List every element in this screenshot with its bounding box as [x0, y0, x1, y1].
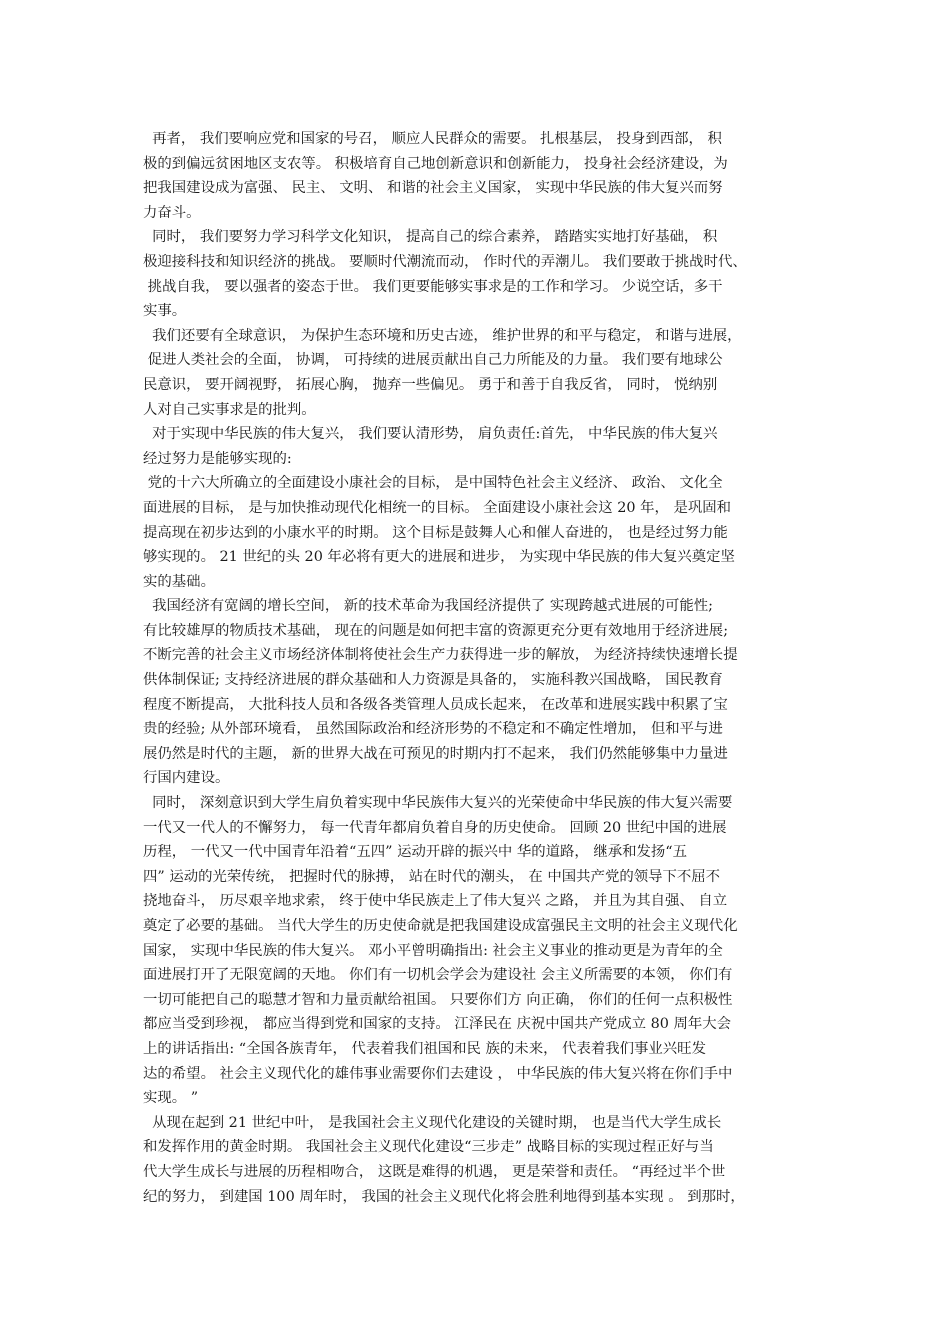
text-line: 从现在起到 21 世纪中叶， 是我国社会主义现代化建设的关键时期， 也是当代大学生成长: [143, 1114, 722, 1131]
text-line: 一代又一代人的不懈努力， 每一代青年都肩负着自身的历史使命。 回顾 20 世纪中国的进展: [143, 819, 727, 836]
paragraph: [143, 791, 823, 1111]
paragraph: [143, 594, 823, 791]
text-line: 把我国建设成为富强、 民主、 文明、 和谐的社会主义国家， 实现中华民族的伟大复兴而努: [143, 180, 723, 197]
text-line: 同时， 我们要努力学习科学文化知识， 提高自己的综合素养， 踏踏实实地打好基础， 积: [143, 229, 718, 246]
text-line: 实现。 ”: [143, 1090, 199, 1107]
text-line: 对于实现中华民族的伟大复兴， 我们要认清形势， 肩负责任:首先， 中华民族的伟大复兴: [143, 426, 718, 443]
text-line: 面进展的目标， 是与加快推动现代化相统一的目标。 全面建设小康社会这 20 年， 是巩固和: [143, 499, 732, 516]
text-line: 程度不断提高， 大批科技人员和各级各类管理人员成长起来， 在改革和进展实践中积累了宝: [143, 696, 728, 713]
paragraph: [143, 471, 823, 594]
text-line: 实的基础。: [143, 573, 215, 590]
document-body: [143, 127, 823, 1209]
text-line: 我国经济有宽阔的增长空间， 新的技术革命为我国经济提供了 实现跨越式进展的可能性;: [143, 598, 713, 615]
text-line: 同时， 深刻意识到大学生肩负着实现中华民族伟大复兴的光荣使命中华民族的伟大复兴需要: [143, 795, 733, 812]
paragraph: [143, 127, 823, 225]
text-line: 力奋斗。: [143, 204, 201, 221]
text-line: 四” 运动的光荣传统， 把握时代的脉搏， 站在时代的潮头， 在 中国共产党的领导下不屈不: [143, 868, 721, 885]
text-line: 够实现的。 21 世纪的头 20 年必将有更大的进展和进步， 为实现中华民族的伟大复兴奠定坚: [143, 549, 735, 566]
text-line: 不断完善的社会主义市场经济体制将使社会生产力获得进一步的解放， 为经济持续快速增长提: [143, 647, 738, 664]
paragraph: [143, 225, 823, 323]
text-line: 纪的努力， 到建国 100 周年时， 我国的社会主义现代化将会胜利地得到基本实现 。 到那时，: [143, 1188, 745, 1205]
text-line: 上的讲话指出: “全国各族青年， 代表着我们祖国和民 族的未来， 代表着我们事业兴旺发: [143, 1040, 706, 1057]
paragraph: [143, 1111, 823, 1209]
text-line: 和发挥作用的黄金时期。 我国社会主义现代化建设“三步走” 战略目标的实现过程正好与当: [143, 1139, 714, 1156]
text-line: 极的到偏远贫困地区支农等。 积极培育自己地创新意识和创新能力， 投身社会经济建设，为: [143, 155, 728, 172]
text-line: 经过努力是能够实现的:: [143, 450, 292, 467]
text-line: 贵的经验; 从外部环境看， 虽然国际政治和经济形势的不稳定和不确定性增加， 但和平与进: [143, 721, 723, 738]
text-line: 民意识， 要开阔视野， 拓展心胸， 抛弃一些偏见。 勇于和善于自我反省， 同时， 悦纳别: [143, 376, 718, 393]
text-line: 党的十六大所确立的全面建设小康社会的目标， 是中国特色社会主义经济、 政治、 文化全: [143, 475, 723, 492]
text-line: 提高现在初步达到的小康水平的时期。 这个目标是鼓舞人心和催人奋进的， 也是经过努力能: [143, 524, 728, 541]
paragraph: [143, 324, 823, 422]
text-line: 历程， 一代又一代中国青年沿着“五四” 运动开辟的振兴中 华的道路， 继承和发扬“五: [143, 844, 688, 861]
text-line: 实事。: [143, 303, 187, 320]
text-line: 供体制保证; 支持经济进展的群众基础和人力资源是具备的， 实施科教兴国战略， 国民教育: [143, 672, 723, 689]
text-line: 达的希望。 社会主义现代化的雄伟事业需要你们去建设 ， 中华民族的伟大复兴将在你们手中: [143, 1065, 733, 1082]
text-line: 奠定了必要的基础。 当代大学生的历史使命就是把我国建设成富强民主文明的社会主义现代化: [143, 918, 738, 934]
text-line: 极迎接科技和知识经济的挑战。 要顺时代潮流而动， 作时代的弄潮儿。 我们要敢于挑战时代、: [143, 253, 747, 270]
text-line: 都应当受到珍视， 都应当得到党和国家的支持。 江泽民在 庆祝中国共产党成立 80 周年大会: [143, 1016, 732, 1033]
paragraph: [143, 422, 823, 471]
text-line: 再者， 我们要响应党和国家的号召， 顺应人民群众的需要。 扎根基层， 投身到西部， 积: [143, 131, 722, 147]
text-line: 面进展打开了无限宽阔的天地。 你们有一切机会学会为建设社 会主义所需要的本领， 你们有: [143, 967, 733, 984]
text-line: 促进人类社会的全面， 协调， 可持续的进展贡献出自己力所能及的力量。 我们要有地球公: [143, 352, 723, 369]
text-line: 我们还要有全球意识， 为保护生态环境和历史古迹， 维护世界的和平与稳定， 和谐与进展，: [143, 327, 742, 344]
text-line: 代大学生成长与进展的历程相吻合， 这既是难得的机遇， 更是荣誉和责任。 “再经过半个世: [143, 1163, 726, 1180]
text-line: 有比较雄厚的物质技术基础， 现在的问题是如何把丰富的资源更充分更有效地用于经济进展;: [143, 622, 729, 639]
text-line: 挠地奋斗， 历尽艰辛地求索， 终于使中华民族走上了伟大复兴 之路， 并且为其自强、 自立: [143, 893, 728, 910]
text-line: 人对自己实事求是的批判。: [143, 401, 316, 418]
text-line: 挑战自我， 要以强者的姿态于世。 我们更要能够实事求是的工作和学习。 少说空话，多干: [143, 278, 723, 295]
text-line: 国家， 实现中华民族的伟大复兴。 邓小平曾明确指出: 社会主义事业的推动更是为青年的全: [143, 942, 723, 959]
text-line: 行国内建设。: [143, 770, 230, 787]
text-line: 展仍然是时代的主题， 新的世界大战在可预见的时期内打不起来， 我们仍然能够集中力量进: [143, 745, 728, 762]
text-line: 一切可能把自己的聪慧才智和力量贡献给祖国。 只要你们方 向正确， 你们的任何一点积极性: [143, 991, 733, 1008]
